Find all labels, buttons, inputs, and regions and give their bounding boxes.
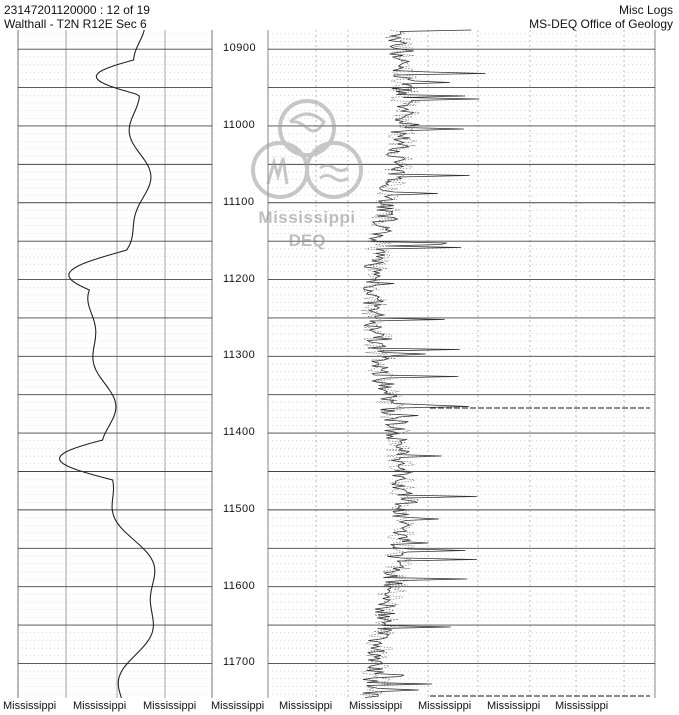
log-type: Misc Logs [618, 3, 673, 17]
well-id-line: 23147201120000 : 12 of 19 [4, 3, 150, 17]
footer-watermark-word: Mississippi [349, 700, 403, 712]
depth-label: 11600 [223, 579, 256, 592]
right-track-curve [363, 30, 486, 698]
footer-watermark-word: Mississippi [73, 700, 127, 712]
footer-watermark-word: Mississippi [143, 700, 197, 712]
depth-label: 11200 [223, 272, 256, 285]
depth-label: 11500 [223, 502, 256, 515]
footer-watermark-word: Mississippi [211, 700, 265, 712]
depth-label: 11400 [223, 426, 256, 439]
watermark-subtitle: DEQ [288, 231, 326, 250]
depth-label: 11000 [223, 118, 256, 131]
footer-watermark-word: Mississippi [279, 700, 333, 712]
deq-logo-icon [244, 92, 370, 212]
mississippi-deq-watermark [244, 92, 370, 262]
depth-label: 11100 [223, 195, 255, 208]
footer-watermark-word: Mississippi [418, 700, 472, 712]
depth-label: 11300 [223, 349, 256, 362]
depth-label: 10900 [223, 42, 257, 55]
footer-watermark-word: Mississippi [555, 700, 609, 712]
watermark-title: Mississippi [258, 208, 356, 227]
footer-watermark-word: Mississippi [3, 700, 57, 712]
footer-watermark-word: Mississippi [487, 700, 541, 712]
left-track-curve [60, 30, 155, 698]
agency-name: MS-DEQ Office of Geology [529, 17, 673, 31]
footer-watermark-strip [0, 700, 679, 715]
depth-label: 11700 [223, 656, 256, 669]
location-line: Walthall - T2N R12E Sec 6 [4, 17, 147, 31]
